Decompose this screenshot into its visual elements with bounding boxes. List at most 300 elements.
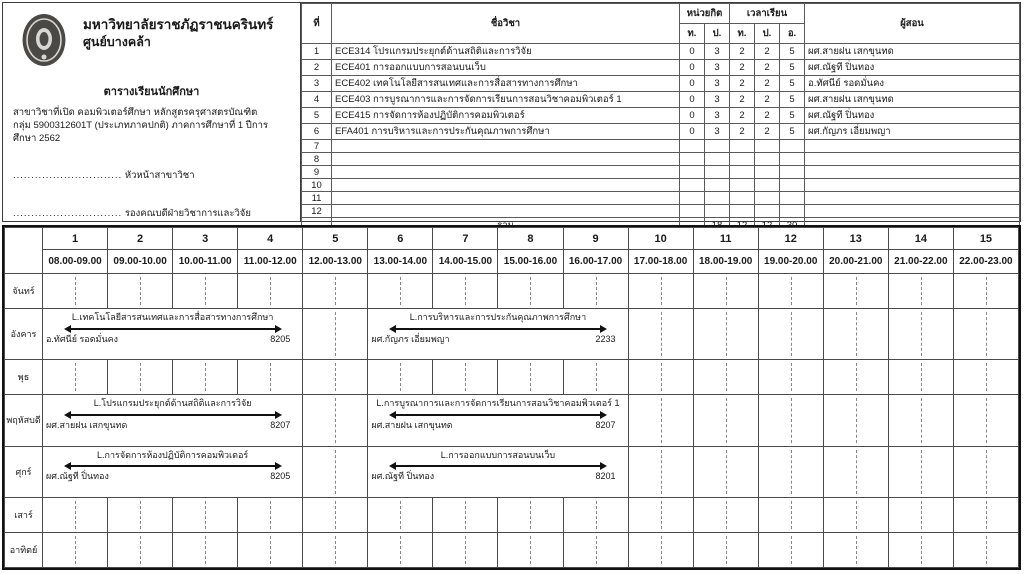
program-line: สาขาวิชาที่เปิด คอมพิวเตอร์ศึกษา หลักสูตรครุศาสตรบัณฑิต [13, 107, 258, 118]
empty-slot [953, 497, 1018, 532]
class-room: 8205 [270, 471, 291, 482]
time-self [780, 166, 805, 179]
empty-slot [238, 497, 303, 532]
time-theory [730, 153, 755, 166]
period-time: 13.00-14.00 [368, 250, 433, 274]
time-theory [730, 205, 755, 218]
course-no: 12 [302, 205, 332, 218]
course-no: 8 [302, 153, 332, 166]
course-subheader-time-self: อ. [780, 24, 805, 44]
course-instructor: อ.ทัศนีย์ รอดมั่นคง [805, 76, 1020, 92]
empty-slot [823, 532, 888, 567]
course-no: 10 [302, 179, 332, 192]
empty-slot [953, 274, 1018, 309]
empty-slot [823, 395, 888, 446]
time-practice [755, 153, 780, 166]
period-number: 6 [368, 228, 433, 250]
empty-slot [43, 532, 108, 567]
time-theory: 2 [730, 60, 755, 76]
day-label: เสาร์ [5, 497, 43, 532]
empty-slot [888, 395, 953, 446]
empty-slot [303, 274, 368, 309]
course-instructor: ผศ.ณัฐที ปิ่นทอง [805, 60, 1020, 76]
credit-practice [705, 205, 730, 218]
empty-slot [303, 446, 368, 497]
empty-slot [628, 532, 693, 567]
time-practice: 2 [755, 44, 780, 60]
time-practice [755, 140, 780, 153]
empty-slot [433, 497, 498, 532]
credit-theory [680, 140, 705, 153]
class-room: 8207 [270, 420, 291, 431]
time-self: 5 [780, 108, 805, 124]
course-no: 6 [302, 124, 332, 140]
day-row [5, 395, 1019, 446]
course-name: ECE402 เทคโนโลยีสารสนเทศและการสื่อสารทางการศึกษา [332, 76, 680, 92]
course-row [302, 153, 1020, 166]
course-row [302, 140, 1020, 153]
period-time: 19.00-20.00 [758, 250, 823, 274]
empty-slot [758, 532, 823, 567]
class-room: 2233 [595, 333, 616, 344]
course-header-no: ที่ [302, 4, 332, 44]
empty-slot [173, 532, 238, 567]
time-self: 5 [780, 60, 805, 76]
arrowhead-right-icon [600, 462, 607, 470]
course-subheader-credit-theory: ท. [680, 24, 705, 44]
time-practice: 2 [755, 92, 780, 108]
period-number: 11 [693, 228, 758, 250]
course-name: ECE415 การจัดการห้องปฏิบัติการคอมพิวเตอร์ [332, 108, 680, 124]
empty-slot [693, 309, 758, 360]
period-time: 11.00-12.00 [238, 250, 303, 274]
day-row [5, 309, 1019, 360]
empty-slot [888, 497, 953, 532]
class-instructor: ผศ.ณัฐที ปิ่นทอง [46, 471, 109, 482]
timetable-corner-cell [5, 228, 43, 274]
time-theory: 2 [730, 92, 755, 108]
time-practice: 2 [755, 124, 780, 140]
day-row [5, 497, 1019, 532]
class-block-title: L.โปรแกรมประยุกต์ด้านสถิติและการวิจัย [93, 398, 252, 409]
course-name [332, 205, 680, 218]
empty-slot [173, 274, 238, 309]
empty-slot [628, 274, 693, 309]
time-practice: 2 [755, 76, 780, 92]
class-block-title: L.การบูรณาการและการจัดการเรียนการสอนวิชาคอมพิวเตอร์ 1 [376, 398, 620, 409]
empty-slot [433, 532, 498, 567]
empty-slot [628, 395, 693, 446]
course-name [332, 166, 680, 179]
arrow-shaft [396, 328, 600, 330]
empty-slot [693, 446, 758, 497]
class-block-cell [43, 446, 303, 497]
signature-line-program-head [13, 168, 290, 183]
class-block-cell [368, 309, 628, 360]
course-row [302, 108, 1020, 124]
time-theory: 2 [730, 44, 755, 60]
empty-slot [628, 360, 693, 395]
class-block-title: L.การจัดการห้องปฏิบัติการคอมพิวเตอร์ [97, 449, 249, 460]
empty-slot [953, 395, 1018, 446]
signature-line-associate-dean [13, 206, 290, 221]
day-row [5, 446, 1019, 497]
class-room: 8207 [595, 420, 616, 431]
university-names [83, 11, 273, 50]
credit-theory: 0 [680, 92, 705, 108]
class-block-footer [368, 420, 627, 432]
course-header-credits: หน่วยกิต [680, 4, 730, 24]
credit-theory: 0 [680, 124, 705, 140]
course-instructor [805, 205, 1020, 218]
course-name [332, 153, 680, 166]
course-name: ECE401 การออกแบบการสอนบนเว็บ [332, 60, 680, 76]
class-instructor: ผศ.กัญภร เอี่ยมพญา [371, 333, 450, 344]
empty-slot [888, 360, 953, 395]
credit-practice: 3 [705, 92, 730, 108]
empty-slot [43, 497, 108, 532]
course-row [302, 92, 1020, 108]
course-no: 7 [302, 140, 332, 153]
course-no: 5 [302, 108, 332, 124]
credit-practice [705, 192, 730, 205]
credit-theory [680, 153, 705, 166]
empty-slot [433, 274, 498, 309]
arrowhead-right-icon [275, 411, 282, 419]
course-no: 1 [302, 44, 332, 60]
empty-slot [368, 532, 433, 567]
empty-slot [823, 497, 888, 532]
credit-practice: 3 [705, 108, 730, 124]
empty-slot [108, 360, 173, 395]
empty-slot [43, 274, 108, 309]
arrow-shaft [71, 414, 275, 416]
credit-practice [705, 179, 730, 192]
course-instructor [805, 140, 1020, 153]
credit-practice: 3 [705, 124, 730, 140]
class-instructor: ผศ.สายฝน เสกขุนทด [46, 420, 128, 431]
course-header-name: ชื่อวิชา [332, 4, 680, 44]
credit-practice: 3 [705, 60, 730, 76]
credit-theory: 0 [680, 44, 705, 60]
arrowhead-right-icon [600, 411, 607, 419]
empty-slot [238, 274, 303, 309]
course-row [302, 179, 1020, 192]
group-line: กลุ่ม 5900312601T (ประเภทภาคปกติ) ภาคการศึกษาที่ 1 ปีการศึกษา 2562 [13, 119, 269, 144]
period-time: 12.00-13.00 [303, 250, 368, 274]
class-block [368, 309, 627, 345]
empty-slot [498, 274, 563, 309]
time-self [780, 192, 805, 205]
course-instructor: ผศ.กัญภร เอี่ยมพญา [805, 124, 1020, 140]
class-block-footer [43, 471, 302, 483]
course-instructor: ผศ.สายฝน เสกขุนทด [805, 92, 1020, 108]
period-time: 16.00-17.00 [563, 250, 628, 274]
duration-arrow [389, 325, 607, 333]
course-no: 9 [302, 166, 332, 179]
day-label: พุธ [5, 360, 43, 395]
time-practice [755, 179, 780, 192]
empty-slot [108, 274, 173, 309]
empty-slot [953, 446, 1018, 497]
empty-slot [888, 309, 953, 360]
period-time: 22.00-23.00 [953, 250, 1018, 274]
period-time: 10.00-11.00 [173, 250, 238, 274]
course-instructor [805, 153, 1020, 166]
empty-slot [888, 446, 953, 497]
course-name [332, 192, 680, 205]
empty-slot [303, 360, 368, 395]
period-time: 08.00-09.00 [43, 250, 108, 274]
time-theory: 2 [730, 124, 755, 140]
document-title: ตารางเรียนนักศึกษา [103, 86, 200, 98]
period-number: 9 [563, 228, 628, 250]
course-name: ECE403 การบูรณาการและการจัดการเรียนการสอนวิชาคอมพิวเตอร์ 1 [332, 92, 680, 108]
time-self [780, 205, 805, 218]
empty-slot [823, 446, 888, 497]
class-block-footer [368, 334, 627, 346]
class-room: 8205 [270, 333, 291, 344]
empty-slot [953, 532, 1018, 567]
course-header-instructor: ผู้สอน [805, 4, 1020, 44]
empty-slot [693, 497, 758, 532]
time-practice [755, 205, 780, 218]
time-practice: 2 [755, 60, 780, 76]
empty-slot [43, 360, 108, 395]
course-row [302, 60, 1020, 76]
university-seal-logo [21, 13, 67, 72]
course-no: 2 [302, 60, 332, 76]
course-header-time: เวลาเรียน [730, 4, 805, 24]
course-subheader-credit-practice: ป. [705, 24, 730, 44]
arrowhead-right-icon [275, 462, 282, 470]
class-block [43, 447, 302, 483]
empty-slot [238, 360, 303, 395]
day-label: ศุกร์ [5, 446, 43, 497]
credit-theory [680, 166, 705, 179]
empty-slot [758, 360, 823, 395]
period-number: 2 [108, 228, 173, 250]
signature-title: หัวหน้าสาขาวิชา [124, 170, 195, 182]
period-time: 20.00-21.00 [823, 250, 888, 274]
empty-slot [498, 360, 563, 395]
class-block-title: L.การออกแบบการสอนบนเว็บ [440, 449, 556, 460]
time-theory [730, 179, 755, 192]
time-practice [755, 192, 780, 205]
course-row [302, 205, 1020, 218]
time-self: 5 [780, 76, 805, 92]
empty-slot [693, 395, 758, 446]
class-block-cell [43, 395, 303, 446]
empty-slot [303, 497, 368, 532]
day-row [5, 360, 1019, 395]
day-label: อังคาร [5, 309, 43, 360]
period-time: 18.00-19.00 [693, 250, 758, 274]
empty-slot [628, 309, 693, 360]
arrowhead-left-icon [389, 325, 396, 333]
credit-theory [680, 179, 705, 192]
credit-theory: 0 [680, 108, 705, 124]
time-theory: 2 [730, 108, 755, 124]
time-self [780, 179, 805, 192]
course-no: 4 [302, 92, 332, 108]
duration-arrow [64, 462, 282, 470]
course-name: EFA401 การบริหารและการประกันคุณภาพการศึกษา [332, 124, 680, 140]
class-block-footer [43, 334, 302, 346]
credit-theory: 0 [680, 60, 705, 76]
signature-title: รองคณบดีฝ่ายวิชาการและวิจัย [124, 208, 251, 220]
arrowhead-left-icon [64, 462, 71, 470]
arrowhead-right-icon [275, 325, 282, 333]
course-row [302, 124, 1020, 140]
time-practice: 2 [755, 108, 780, 124]
duration-arrow [64, 325, 282, 333]
period-time: 15.00-16.00 [498, 250, 563, 274]
timetable-grid [2, 225, 1021, 570]
empty-slot [303, 532, 368, 567]
class-instructor: ผศ.ณัฐที ปิ่นทอง [371, 471, 435, 482]
university-header [13, 11, 290, 72]
day-row [5, 274, 1019, 309]
duration-arrow [389, 411, 607, 419]
class-instructor: อ.ทัศนีย์ รอดมั่นคง [46, 333, 119, 344]
day-label: พฤหัสบดี [5, 395, 43, 446]
empty-slot [758, 274, 823, 309]
arrow-shaft [71, 328, 275, 330]
empty-slot [888, 274, 953, 309]
empty-slot [368, 360, 433, 395]
course-name [332, 179, 680, 192]
time-self [780, 153, 805, 166]
time-theory [730, 192, 755, 205]
empty-slot [758, 395, 823, 446]
time-theory: 2 [730, 76, 755, 92]
class-block-cell [43, 309, 303, 360]
arrowhead-left-icon [64, 325, 71, 333]
class-block-cell [368, 395, 628, 446]
empty-slot [758, 497, 823, 532]
time-theory [730, 166, 755, 179]
empty-slot [303, 309, 368, 360]
time-self [780, 140, 805, 153]
empty-slot [953, 309, 1018, 360]
period-number: 15 [953, 228, 1018, 250]
credit-practice [705, 140, 730, 153]
arrow-shaft [396, 414, 600, 416]
period-time-row [5, 250, 1019, 274]
credit-theory: 0 [680, 76, 705, 92]
empty-slot [628, 497, 693, 532]
period-number: 14 [888, 228, 953, 250]
empty-slot [888, 532, 953, 567]
class-block-footer [368, 471, 627, 483]
course-instructor [805, 192, 1020, 205]
campus-name: ศูนย์บางคล้า [83, 34, 151, 49]
class-block-title: L.เทคโนโลยีสารสนเทศและการสื่อสารทางการศึกษา [71, 312, 274, 323]
empty-slot [628, 446, 693, 497]
empty-slot [238, 532, 303, 567]
course-row [302, 44, 1020, 60]
course-table [301, 3, 1020, 234]
period-time: 14.00-15.00 [433, 250, 498, 274]
period-number: 5 [303, 228, 368, 250]
signature-dots: .............................. [13, 208, 123, 220]
empty-slot [693, 360, 758, 395]
class-block-title: L.การบริหารและการประกันคุณภาพการศึกษา [409, 312, 587, 323]
class-block [43, 395, 302, 431]
period-number: 1 [43, 228, 108, 250]
course-instructor: ผศ.สายฝน เสกขุนทด [805, 44, 1020, 60]
class-block [368, 447, 627, 483]
empty-slot [498, 497, 563, 532]
university-name: มหาวิทยาลัยราชภัฏราชนครินทร์ [83, 17, 274, 32]
empty-slot [563, 532, 628, 567]
empty-slot [303, 395, 368, 446]
time-practice [755, 166, 780, 179]
empty-slot [953, 360, 1018, 395]
empty-slot [368, 274, 433, 309]
top-strip [2, 2, 1021, 222]
course-name [332, 140, 680, 153]
course-subheader-time-practice: ป. [755, 24, 780, 44]
class-room: 8201 [595, 471, 616, 482]
course-no: 3 [302, 76, 332, 92]
day-label: อาทิตย์ [5, 532, 43, 567]
time-theory [730, 140, 755, 153]
time-self: 5 [780, 44, 805, 60]
class-block [368, 395, 627, 431]
period-number: 12 [758, 228, 823, 250]
credit-theory [680, 192, 705, 205]
period-number: 10 [628, 228, 693, 250]
credit-practice [705, 166, 730, 179]
empty-slot [693, 532, 758, 567]
course-instructor [805, 166, 1020, 179]
period-number: 4 [238, 228, 303, 250]
empty-slot [173, 497, 238, 532]
credit-practice: 3 [705, 76, 730, 92]
class-block-footer [43, 420, 302, 432]
timetable [4, 227, 1019, 568]
credit-practice [705, 153, 730, 166]
credit-practice: 3 [705, 44, 730, 60]
period-number-row [5, 228, 1019, 250]
empty-slot [108, 532, 173, 567]
empty-slot [563, 360, 628, 395]
duration-arrow [389, 462, 607, 470]
empty-slot [563, 274, 628, 309]
course-instructor [805, 179, 1020, 192]
empty-slot [433, 360, 498, 395]
period-number: 13 [823, 228, 888, 250]
arrowhead-left-icon [64, 411, 71, 419]
course-row [302, 76, 1020, 92]
empty-slot [173, 360, 238, 395]
day-label: จันทร์ [5, 274, 43, 309]
day-row [5, 532, 1019, 567]
arrow-shaft [396, 465, 600, 467]
course-no: 11 [302, 192, 332, 205]
signature-dots: .............................. [13, 170, 123, 182]
period-time: 17.00-18.00 [628, 250, 693, 274]
course-subheader-time-theory: ท. [730, 24, 755, 44]
arrowhead-left-icon [389, 411, 396, 419]
course-name: ECE314 โปรแกรมประยุกต์ด้านสถิติและการวิจัย [332, 44, 680, 60]
class-instructor: ผศ.สายฝน เสกขุนทด [371, 420, 453, 431]
empty-slot [563, 497, 628, 532]
arrowhead-right-icon [600, 325, 607, 333]
empty-slot [823, 274, 888, 309]
